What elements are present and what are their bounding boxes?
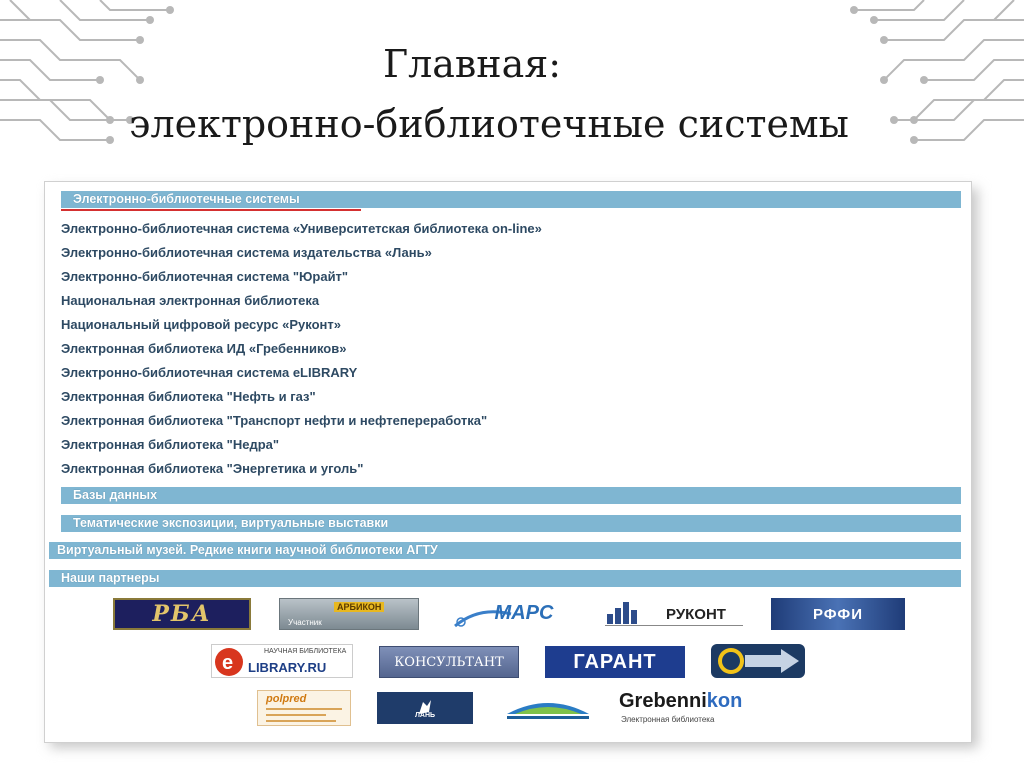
partner-logo-mars[interactable]: МАРС: [449, 596, 573, 630]
svg-text:e: e: [222, 652, 234, 674]
active-section-underline: [61, 209, 361, 211]
link-national-electronic-library[interactable]: Национальная электронная библиотека: [61, 293, 320, 308]
partner-logo-elibrary[interactable]: e НАУЧНАЯ БИБЛИОТЕКА LIBRARY.RU: [211, 644, 353, 678]
ebs-link-list: [61, 218, 542, 482]
link-rukont[interactable]: Национальный цифровой ресурс «Руконт»: [61, 317, 341, 332]
circuit-decoration-left: [0, 0, 240, 175]
section-header-databases[interactable]: Базы данных: [61, 487, 961, 504]
circuit-decoration-right: [784, 0, 1024, 175]
partner-logo-bibliokub[interactable]: [501, 690, 595, 726]
section-header-museum[interactable]: Виртуальный музей. Редкие книги научной библиотеки АГТУ: [49, 542, 961, 559]
link-grebennikov[interactable]: Электронная библиотека ИД «Гребенников»: [61, 341, 347, 356]
slide-title-line1: Главная:: [382, 42, 562, 86]
partner-logo-lan[interactable]: ЛАНЬ: [377, 692, 473, 724]
partner-logo-rffi[interactable]: РФФИ: [771, 598, 905, 630]
partner-logo-rba[interactable]: РБА: [113, 598, 251, 630]
partner-logo-rukont[interactable]: РУКОНТ: [603, 598, 745, 630]
slide-title-line2: электронно-библиотечные системы: [129, 102, 849, 146]
section-header-ebs[interactable]: Электронно-библиотечные системы: [61, 191, 961, 208]
link-urait[interactable]: Электронно-библиотечная система "Юрайт": [61, 269, 349, 284]
bibliokub-book-icon: [501, 690, 595, 726]
link-oil-and-gas[interactable]: Электронная библиотека "Нефть и газ": [61, 389, 316, 404]
grebennikon-wordmark: Grebennikon: [619, 690, 743, 712]
section-header-thematic[interactable]: Тематические экспозиции, виртуальные выставки: [61, 515, 961, 532]
link-lan[interactable]: Электронно-библиотечная система издательства «Лань»: [61, 245, 432, 260]
partner-logo-grebennikon[interactable]: Grebennikon Электронная библиотека: [619, 688, 765, 728]
partner-logo-garant[interactable]: ГАРАНТ: [545, 646, 685, 678]
link-energy-coal[interactable]: Электронная библиотека "Энергетика и уголь": [61, 461, 364, 476]
link-nedra[interactable]: Электронная библиотека "Недра": [61, 437, 280, 452]
link-university-library-online[interactable]: Электронно-библиотечная система «Университетская библиотека on-line»: [61, 221, 542, 236]
link-oil-transport[interactable]: Электронная библиотека "Транспорт нефти и нефтепереработка": [61, 413, 488, 428]
partner-logo-polpred[interactable]: polpred: [257, 690, 351, 726]
partner-logo-arbicon[interactable]: АРБИКОН Участник: [279, 598, 419, 630]
partner-logo-consultant[interactable]: КОНСУЛЬТАНТ: [379, 646, 519, 678]
link-elibrary[interactable]: Электронно-библиотечная система eLIBRARY: [61, 365, 358, 380]
library-screenshot-panel: [44, 181, 972, 743]
section-header-partners[interactable]: Наши партнеры: [49, 570, 961, 587]
lan-deer-icon: [377, 692, 473, 724]
globe-arrow-icon: [711, 644, 805, 678]
polpred-lines-icon: [258, 691, 351, 726]
partner-logo-globe-arrow[interactable]: [711, 644, 805, 678]
